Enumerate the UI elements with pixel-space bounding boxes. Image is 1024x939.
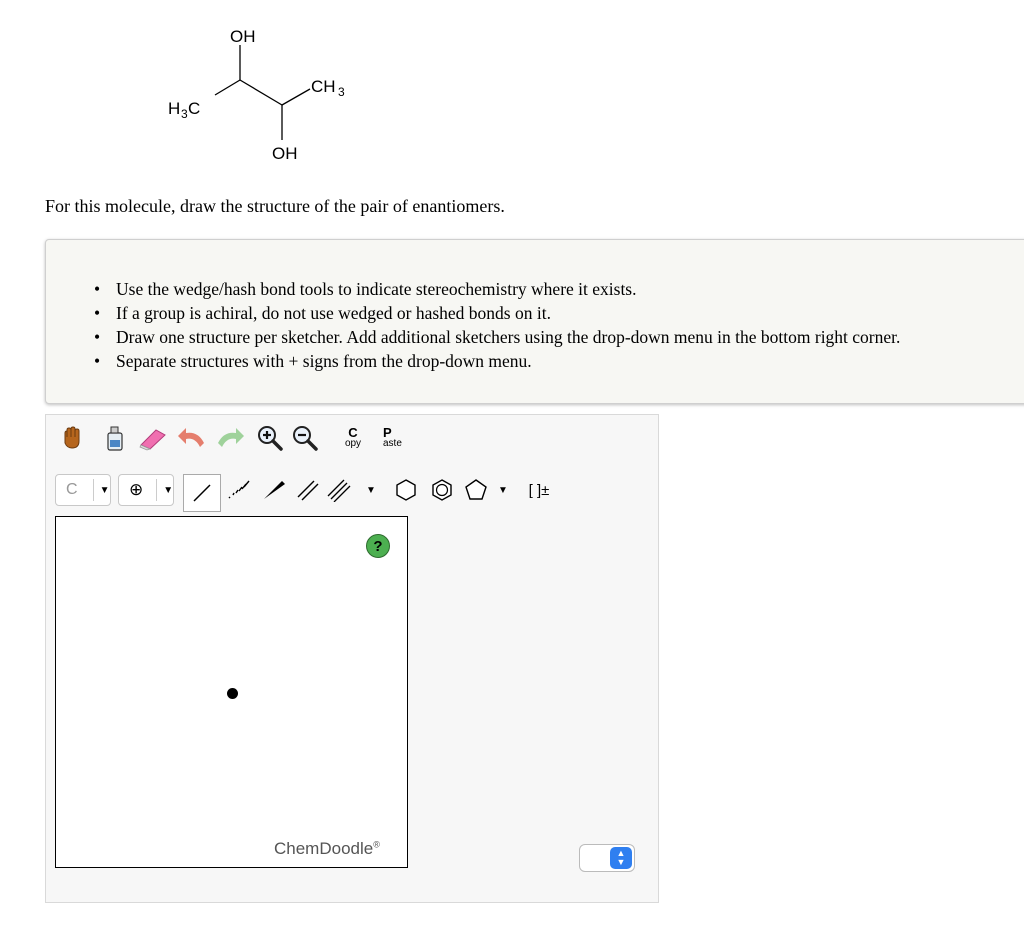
label-oh-bottom: OH: [272, 144, 298, 163]
hashed-bond-icon: [225, 478, 251, 502]
molecule-structure: [150, 15, 380, 170]
chemdoodle-logo: [274, 839, 380, 859]
select-arrows-icon: ▲ ▼: [610, 847, 632, 869]
zoom-out-icon: [291, 424, 319, 452]
zoom-in-button[interactable]: [254, 422, 286, 454]
wedge-bond-tool[interactable]: [258, 474, 290, 506]
cyclohexane-tool[interactable]: [390, 474, 422, 506]
label-oh-top: OH: [230, 27, 256, 46]
wedge-bond-icon: [261, 478, 287, 502]
drawing-canvas[interactable]: [55, 516, 408, 868]
question-prompt: For this molecule, draw the structure of the pair of enantiomers.: [45, 196, 505, 216]
undo-icon: [176, 425, 208, 451]
bond-caret-down-icon[interactable]: ▼: [366, 485, 376, 496]
cyclopentane-icon: [463, 477, 489, 503]
caret-down-icon: ▼: [99, 484, 110, 496]
label-ch3: [311, 77, 345, 99]
double-bond-icon: [295, 478, 321, 502]
hand-tool[interactable]: [56, 422, 88, 454]
triple-bond-tool[interactable]: [323, 474, 355, 506]
double-bond-tool[interactable]: [292, 474, 324, 506]
single-bond-tool[interactable]: [183, 474, 221, 512]
instruction-item: • Use the wedge/hash bond tools to indicate stereochemistry where it exists.: [116, 277, 900, 301]
paste-button[interactable]: [378, 422, 410, 454]
atom-label-text: C: [66, 481, 78, 498]
chemdoodle-sketcher: [45, 414, 659, 903]
zoom-out-button[interactable]: [289, 422, 321, 454]
hand-icon: [59, 425, 85, 451]
benzene-icon: [429, 477, 455, 503]
benzene-tool[interactable]: [426, 474, 458, 506]
instruction-item: • Draw one structure per sketcher. Add additional sketchers using the drop-down menu in the bottom right corner.: [116, 325, 900, 349]
instructions-list: [116, 277, 900, 373]
cyclopentane-tool[interactable]: [460, 474, 492, 506]
sketcher-select[interactable]: [579, 844, 635, 872]
copy-label-small: opy: [344, 438, 362, 449]
eraser-icon: [138, 425, 168, 451]
caret-down-icon: ▼: [163, 484, 174, 496]
hashed-bond-tool[interactable]: [222, 474, 254, 506]
zoom-in-icon: [256, 424, 284, 452]
redo-button[interactable]: [214, 422, 246, 454]
svg-text:C: C: [188, 99, 201, 118]
redo-icon: [214, 425, 246, 451]
copy-label-big: C: [348, 425, 358, 440]
svg-text:3: 3: [181, 107, 188, 121]
bracket-icon: [ ]±: [528, 481, 550, 499]
copy-button[interactable]: [337, 422, 369, 454]
instructions-panel: [45, 239, 1024, 404]
undo-button[interactable]: [176, 422, 208, 454]
charge-icon: ⊕: [129, 480, 144, 499]
cyclohexane-icon: [393, 477, 419, 503]
atom-point: [227, 688, 238, 699]
help-button[interactable]: ?: [366, 534, 390, 558]
paste-label-small: aste: [383, 438, 402, 449]
svg-text:3: 3: [338, 85, 345, 99]
svg-text:CH: CH: [311, 77, 336, 96]
instruction-item: • Separate structures with + signs from the drop-down menu.: [116, 349, 900, 373]
atom-label-dropdown[interactable]: [55, 474, 111, 506]
clean-tool[interactable]: [99, 422, 131, 454]
single-bond-icon: [190, 481, 214, 505]
triple-bond-icon: [326, 478, 352, 502]
cleaner-icon: [103, 424, 127, 452]
svg-text:H: H: [168, 99, 181, 118]
charge-dropdown[interactable]: [118, 474, 174, 506]
eraser-tool[interactable]: [137, 422, 169, 454]
registered-mark: ®: [373, 839, 380, 850]
label-h3c: [168, 99, 200, 121]
brand-text: ChemDoodle: [274, 839, 374, 858]
ring-caret-down-icon[interactable]: ▼: [498, 485, 508, 496]
bracket-tool[interactable]: [520, 474, 558, 506]
paste-label-big: P: [383, 425, 392, 440]
instruction-item: • If a group is achiral, do not use wedged or hashed bonds on it.: [116, 301, 900, 325]
